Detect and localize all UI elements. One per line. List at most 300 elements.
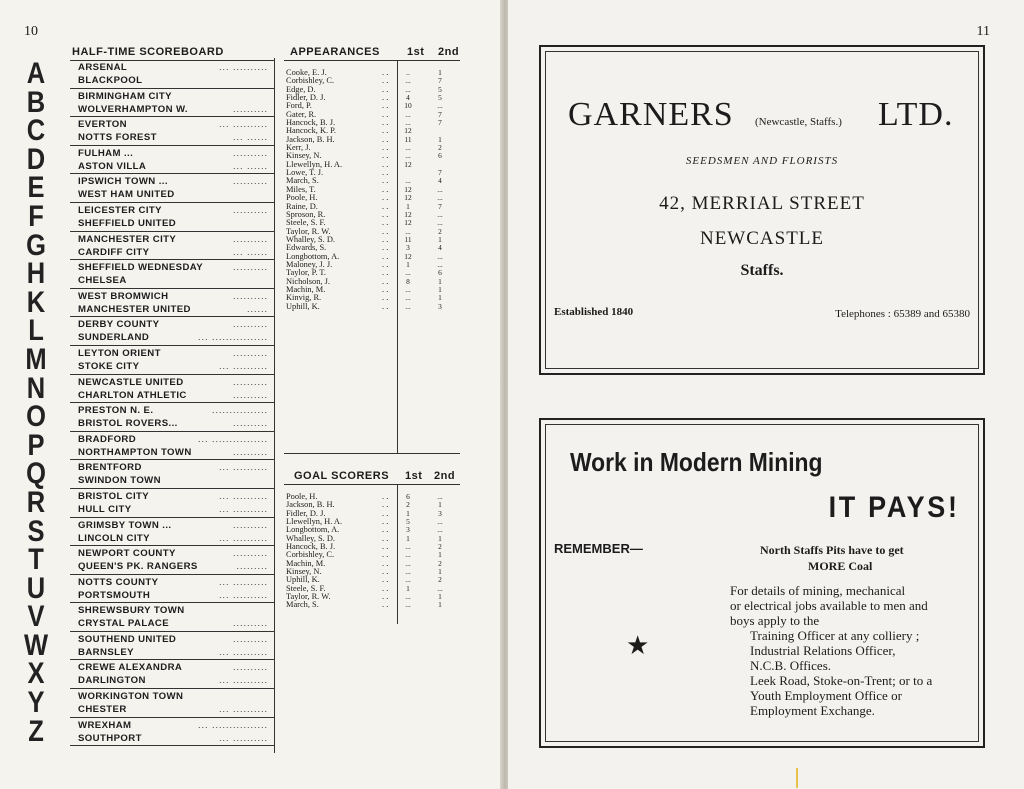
mining-body-line: N.C.B. Offices.: [750, 658, 832, 673]
leader-dots: . .: [382, 218, 389, 228]
second-team-count: 1: [438, 567, 442, 577]
scoreboard-match-row: [70, 603, 274, 632]
scoreboard-match-row: [70, 575, 274, 604]
scoreboard-match-row: [70, 232, 274, 261]
second-team-count: 7: [438, 201, 442, 211]
player-name: Taylor, R. W.: [286, 592, 331, 602]
away-team: SWINDON TOWN: [78, 475, 161, 487]
appearances-list: [286, 69, 456, 311]
scoreboard-letter: K: [26, 285, 46, 319]
left-page: [0, 0, 502, 789]
player-name: Steele, S. F.: [286, 583, 326, 593]
player-name: Kinsey, N.: [286, 151, 322, 161]
garners-ltd: LTD.: [878, 96, 954, 133]
garners-advert-inner-frame: [545, 51, 979, 369]
first-team-count: 1: [406, 508, 410, 518]
scoreboard-letters: [18, 57, 54, 748]
scoreboard-letter: B: [26, 85, 46, 119]
goal-scorers-col-2nd: 2nd: [434, 470, 456, 482]
first-team-count: ...: [405, 600, 411, 610]
first-team-count: ...: [405, 118, 411, 128]
home-team: DERBY COUNTY: [78, 319, 160, 331]
leader-dots: . .: [382, 68, 389, 77]
second-team-count: 1: [438, 276, 442, 286]
away-team: NOTTS FOREST: [78, 132, 157, 144]
player-name: March, S.: [286, 176, 319, 186]
scoreboard-match-row: [70, 146, 274, 175]
first-team-count: 5: [406, 517, 410, 527]
leader-dots: . .: [382, 84, 389, 94]
scoreboard-match-row: [70, 60, 274, 89]
leader-dots: . .: [382, 101, 389, 111]
scoreboard-match-row: [70, 518, 274, 547]
away-score-blank: ... ..........: [218, 589, 268, 600]
home-team: WEST BROMWICH: [78, 290, 169, 302]
goal-scorer-row: [286, 601, 456, 609]
away-score-blank: ..........: [232, 446, 268, 457]
player-name: March, S.: [286, 600, 319, 610]
second-team-count: 5: [438, 93, 442, 103]
home-score-blank: ..........: [232, 548, 268, 559]
leader-dots: . .: [382, 517, 389, 527]
away-score-blank: ... ..........: [218, 360, 268, 371]
leader-dots: . .: [382, 151, 389, 161]
first-team-count: ..: [406, 68, 410, 77]
player-name: Machin, M.: [286, 558, 326, 568]
player-name: Machin, M.: [286, 284, 326, 294]
garners-address: 42, MERRIAL STREET: [659, 193, 865, 214]
leader-dots: . .: [382, 134, 389, 144]
player-name: Steele, S. F.: [286, 218, 326, 228]
home-team: WREXHAM: [78, 719, 132, 731]
scoreboard-match-row: [70, 403, 274, 432]
scoreboard-letter: O: [26, 400, 46, 434]
leader-dots: . .: [382, 492, 389, 501]
second-team-count: 2: [438, 542, 442, 552]
away-team: LINCOLN CITY: [78, 532, 150, 544]
first-team-count: ...: [405, 575, 411, 585]
home-team: SHEFFIELD WEDNESDAY: [78, 262, 204, 274]
first-team-count: ...: [405, 592, 411, 602]
scoreboard-letter: R: [26, 485, 46, 519]
leader-dots: . .: [382, 500, 389, 510]
first-team-count: ...: [405, 84, 411, 94]
mining-body-line: Training Officer at any colliery ;: [750, 628, 920, 643]
second-team-count: 3: [438, 301, 442, 311]
away-team: SOUTHPORT: [78, 732, 142, 744]
first-team-count: 1: [406, 201, 410, 211]
home-team: NEWPORT COUNTY: [78, 548, 176, 560]
second-team-count: 3: [438, 508, 442, 518]
garners-established: Established 1840: [554, 306, 634, 318]
second-team-count: ...: [437, 251, 443, 261]
first-team-count: ...: [405, 293, 411, 303]
first-team-count: ...: [405, 558, 411, 568]
away-team: NORTHAMPTON TOWN: [78, 446, 192, 458]
leader-dots: . .: [382, 533, 389, 543]
home-score-blank: ... ................: [197, 719, 268, 730]
player-name: Poole, H.: [286, 492, 318, 501]
second-team-count: 5: [438, 84, 442, 94]
scoreboard-matches: [70, 60, 274, 746]
first-team-count: ...: [405, 301, 411, 311]
player-name: Maloney, J. J.: [286, 259, 333, 269]
mining-advert: [539, 418, 985, 748]
away-score-blank: ... ..........: [218, 675, 268, 686]
first-team-count: ...: [405, 567, 411, 577]
away-score-blank: ..........: [232, 418, 268, 429]
away-score-blank: .........: [236, 561, 268, 572]
player-name: Gater, R.: [286, 109, 317, 119]
player-name: Longbottom, A.: [286, 525, 340, 535]
home-score-blank: ... ................: [197, 433, 268, 444]
scoreboard-letter: Y: [27, 686, 45, 720]
leader-dots: . .: [382, 268, 389, 278]
away-score-blank: ..........: [232, 618, 268, 629]
away-team: STOKE CITY: [78, 360, 140, 372]
second-team-count: 6: [438, 268, 442, 278]
away-score-blank: ..........: [232, 389, 268, 400]
first-team-count: 12: [404, 209, 412, 219]
first-team-count: ...: [405, 542, 411, 552]
leader-dots: . .: [382, 201, 389, 211]
first-team-count: 12: [404, 251, 412, 261]
leader-dots: . .: [382, 301, 389, 311]
away-team: SUNDERLAND: [78, 332, 150, 344]
away-team: MANCHESTER UNITED: [78, 303, 191, 315]
home-team: PRESTON N. E.: [78, 405, 154, 417]
home-team: BRISTOL CITY: [78, 490, 150, 502]
first-team-count: 10: [404, 101, 412, 111]
player-name: Edwards, S.: [286, 243, 327, 253]
scoreboard-match-row: [70, 689, 274, 718]
page-number-left: 10: [24, 24, 38, 39]
second-team-count: 1: [438, 134, 442, 144]
away-team: CHARLTON ATHLETIC: [78, 389, 187, 401]
scoreboard-match-row: [70, 375, 274, 404]
home-score-blank: ................: [211, 405, 268, 416]
goal-scorers-col-1st: 1st: [405, 470, 423, 482]
second-team-count: ...: [437, 193, 443, 203]
first-team-count: 12: [404, 218, 412, 228]
home-team: IPSWICH TOWN ...: [78, 176, 168, 188]
away-team: HULL CITY: [78, 503, 132, 515]
player-name: Ford, P.: [286, 101, 312, 111]
away-team: CHELSEA: [78, 275, 127, 287]
leader-dots: . .: [382, 525, 389, 535]
first-team-count: 3: [406, 525, 410, 535]
scoreboard-match-row: [70, 289, 274, 318]
player-name: Fidler, D. J.: [286, 93, 326, 103]
player-name: Jackson, B. H.: [286, 134, 335, 144]
leader-dots: . .: [382, 109, 389, 119]
first-team-count: 11: [404, 134, 412, 144]
scoreboard-letter: A: [26, 57, 46, 90]
away-score-blank: ......: [246, 303, 268, 314]
home-score-blank: ..........: [232, 376, 268, 387]
player-name: Whalley, S. D.: [286, 533, 335, 543]
player-name: Llewellyn, H. A.: [286, 159, 343, 169]
player-name: Kinsey, N.: [286, 567, 322, 577]
home-team: EVERTON: [78, 119, 128, 131]
leader-dots: . .: [382, 567, 389, 577]
away-team: BRISTOL ROVERS...: [78, 418, 178, 430]
mining-body-line: Industrial Relations Officer,: [750, 643, 896, 658]
home-score-blank: ... ..........: [218, 62, 268, 72]
first-team-count: 1: [406, 259, 410, 269]
goal-scorers-list: [286, 493, 456, 610]
second-team-count: 1: [438, 500, 442, 510]
first-team-count: ...: [405, 268, 411, 278]
scoreboard-divider: [274, 58, 275, 753]
scoreboard-match-row: [70, 660, 274, 689]
second-team-count: 2: [438, 558, 442, 568]
scoreboard-match-row: [70, 632, 274, 661]
home-score-blank: ..........: [232, 204, 268, 215]
away-team: CHESTER: [78, 704, 127, 716]
first-team-count: 6: [406, 492, 410, 501]
home-team: SHREWSBURY TOWN: [78, 605, 185, 617]
mining-headline: Work in Modern Mining: [570, 447, 823, 477]
away-team: BARNSLEY: [78, 646, 134, 658]
leader-dots: . .: [382, 176, 389, 186]
leader-dots: . .: [382, 168, 389, 178]
away-team: CARDIFF CITY: [78, 246, 150, 258]
second-team-count: 7: [438, 118, 442, 128]
leader-dots: . .: [382, 126, 389, 136]
first-team-count: ...: [405, 76, 411, 86]
scoreboard-match-row: [70, 89, 274, 118]
home-team: NOTTS COUNTY: [78, 576, 159, 588]
mining-body-text: [730, 583, 990, 718]
away-score-blank: ... ..........: [218, 732, 268, 743]
player-name: Cooke, E. J.: [286, 68, 327, 77]
player-name: Taylor, R. W.: [286, 226, 331, 236]
second-team-count: 1: [438, 68, 442, 77]
player-name: Miles, T.: [286, 184, 316, 194]
player-name: Hancock, B. J.: [286, 118, 336, 128]
home-team: LEICESTER CITY: [78, 204, 162, 216]
player-name: Kerr, J.: [286, 143, 311, 153]
second-team-count: 1: [438, 284, 442, 294]
page-centre-mark: [796, 768, 798, 788]
away-team: ASTON VILLA: [78, 160, 147, 172]
appearances-col-1st: 1st: [407, 46, 425, 58]
leader-dots: . .: [382, 276, 389, 286]
leader-dots: . .: [382, 550, 389, 560]
second-team-count: ...: [437, 184, 443, 194]
player-name: Poole, H.: [286, 193, 318, 203]
away-team: BLACKPOOL: [78, 75, 143, 86]
home-score-blank: ..........: [232, 147, 268, 158]
player-name: Longbottom, A.: [286, 251, 340, 261]
second-team-count: 4: [438, 243, 442, 253]
second-team-count: 1: [438, 600, 442, 610]
leader-dots: . .: [382, 508, 389, 518]
away-score-blank: ..........: [232, 103, 268, 114]
scoreboard-match-row: [70, 346, 274, 375]
garners-telephones: Telephones : 65389 and 65380: [835, 308, 970, 320]
home-score-blank: ..........: [232, 633, 268, 644]
scoreboard-letter: Q: [26, 457, 46, 491]
home-score-blank: ..........: [232, 662, 268, 673]
second-team-count: 1: [438, 234, 442, 244]
home-score-blank: ..........: [232, 233, 268, 244]
leader-dots: . .: [382, 184, 389, 194]
second-team-count: ...: [437, 492, 443, 501]
player-name: Lowe, T. J.: [286, 168, 324, 178]
home-team: GRIMSBY TOWN ...: [78, 519, 172, 531]
scoreboard-letter: F: [28, 199, 44, 233]
player-name: Llewellyn, H. A.: [286, 517, 343, 527]
leader-dots: . .: [382, 76, 389, 86]
garners-advert: [539, 45, 985, 375]
second-team-count: 1: [438, 533, 442, 543]
away-score-blank: ... ......: [232, 160, 268, 171]
scoreboard-match-row: [70, 203, 274, 232]
second-team-count: 2: [438, 226, 442, 236]
away-score-blank: ... ..........: [218, 503, 268, 514]
second-team-count: 1: [438, 293, 442, 303]
mining-advert-inner-frame: [545, 424, 979, 742]
first-team-count: ...: [405, 176, 411, 186]
star-icon: ★: [626, 631, 650, 660]
appearance-row: [286, 136, 456, 144]
home-score-blank: ... ..........: [218, 576, 268, 587]
home-team: CREWE ALEXANDRA: [78, 662, 183, 674]
second-team-count: ...: [437, 218, 443, 228]
first-team-count: 12: [404, 184, 412, 194]
second-team-count: 1: [438, 550, 442, 560]
leader-dots: . .: [382, 193, 389, 203]
half-time-scoreboard-header: HALF-TIME SCOREBOARD: [72, 46, 224, 58]
first-team-count: 3: [406, 243, 410, 253]
player-name: Jackson, B. H.: [286, 500, 335, 510]
first-team-count: 4: [406, 93, 410, 103]
scoreboard-match-row: [70, 260, 274, 289]
away-score-blank: ... ......: [232, 132, 268, 143]
second-team-count: 2: [438, 143, 442, 153]
scoreboard-letter: T: [28, 543, 44, 577]
home-team: SOUTHEND UNITED: [78, 633, 177, 645]
scoreboard-match-row: [70, 432, 274, 461]
player-name: Uphill, K.: [286, 575, 320, 585]
home-score-blank: ..........: [232, 262, 268, 273]
leader-dots: . .: [382, 226, 389, 236]
scoreboard-letter: H: [26, 257, 46, 291]
home-team: BRENTFORD: [78, 462, 142, 474]
player-name: Taylor, P. T.: [286, 268, 326, 278]
home-team: MANCHESTER CITY: [78, 233, 177, 245]
leader-dots: . .: [382, 118, 389, 128]
scoreboard-letter: L: [28, 314, 44, 348]
scoreboard-match-row: [70, 489, 274, 518]
goal-scorers-header: GOAL SCORERS: [294, 470, 390, 482]
mining-coal-line: MORE Coal: [808, 559, 873, 573]
first-team-count: ...: [405, 151, 411, 161]
leader-dots: . .: [382, 251, 389, 261]
player-name: Fidler, D. J.: [286, 508, 326, 518]
second-team-count: ...: [437, 525, 443, 535]
scoreboard-letter: M: [25, 342, 47, 376]
home-score-blank: ... ..........: [218, 490, 268, 501]
player-name: Sproson, R.: [286, 209, 326, 219]
home-score-blank: ..........: [232, 347, 268, 358]
leader-dots: . .: [382, 93, 389, 103]
player-name: Uphill, K.: [286, 301, 320, 311]
scoreboard-letter: P: [27, 428, 45, 462]
player-name: Hancock, K. P.: [286, 126, 337, 136]
away-team: WOLVERHAMPTON W.: [78, 103, 188, 115]
mining-pits-line: North Staffs Pits have to get: [760, 543, 904, 557]
scoreboard-letter: E: [27, 171, 45, 205]
leader-dots: . .: [382, 209, 389, 219]
garners-tagline: SEEDSMEN AND FLORISTS: [685, 155, 839, 167]
second-team-count: ...: [437, 101, 443, 111]
second-team-count: 1: [438, 592, 442, 602]
page-number-right: 11: [976, 24, 990, 39]
home-team: FULHAM ...: [78, 147, 134, 159]
home-team: BIRMINGHAM CITY: [78, 90, 172, 102]
player-name: Raine, D.: [286, 201, 318, 211]
player-name: Nicholson, J.: [286, 276, 330, 286]
leader-dots: . .: [382, 558, 389, 568]
away-score-blank: ... ..........: [218, 532, 268, 543]
goal-scorers-header-rule: [284, 484, 460, 485]
leader-dots: . .: [382, 259, 389, 269]
leader-dots: . .: [382, 542, 389, 552]
second-team-count: 2: [438, 575, 442, 585]
first-team-count: 12: [404, 159, 412, 169]
home-score-blank: ..........: [232, 319, 268, 330]
home-team: BRADFORD: [78, 433, 137, 445]
first-team-count: 2: [406, 500, 410, 510]
leader-dots: . .: [382, 592, 389, 602]
second-team-count: 4: [438, 176, 442, 186]
away-score-blank: ... ......: [232, 246, 268, 257]
home-score-blank: ... ..........: [218, 462, 268, 473]
player-name: Whalley, S. D.: [286, 234, 335, 244]
appearances-header: APPEARANCES: [290, 46, 380, 58]
first-team-count: ...: [405, 284, 411, 294]
scoreboard-match-row: [70, 317, 274, 346]
scoreboard-letter: G: [26, 228, 46, 262]
away-team: PORTSMOUTH: [78, 589, 151, 601]
scoreboard-match-row: [70, 718, 274, 747]
scoreboard-letter: C: [26, 114, 46, 148]
leader-dots: . .: [382, 143, 389, 153]
leader-dots: . .: [382, 293, 389, 303]
leader-dots: . .: [382, 284, 389, 294]
second-team-count: ...: [437, 583, 443, 593]
garners-city: NEWCASTLE: [699, 228, 825, 249]
first-team-count: 12: [404, 193, 412, 203]
first-team-count: 1: [406, 533, 410, 543]
garners-county: Staffs.: [740, 262, 784, 279]
first-team-count: 11: [404, 234, 412, 244]
home-team: WORKINGTON TOWN: [78, 691, 184, 703]
appearance-row: [286, 303, 456, 311]
scoreboard-match-row: [70, 174, 274, 203]
home-score-blank: ..........: [232, 519, 268, 530]
home-score-blank: ..........: [232, 290, 268, 301]
away-score-blank: ... ................: [197, 332, 268, 343]
player-name: Kinvig, R.: [286, 293, 322, 303]
scoreboard-letter: D: [26, 142, 46, 176]
second-team-count: 7: [438, 109, 442, 119]
mining-body-line: Employment Exchange.: [750, 703, 875, 718]
mining-body-line: Youth Employment Office or: [750, 688, 902, 703]
